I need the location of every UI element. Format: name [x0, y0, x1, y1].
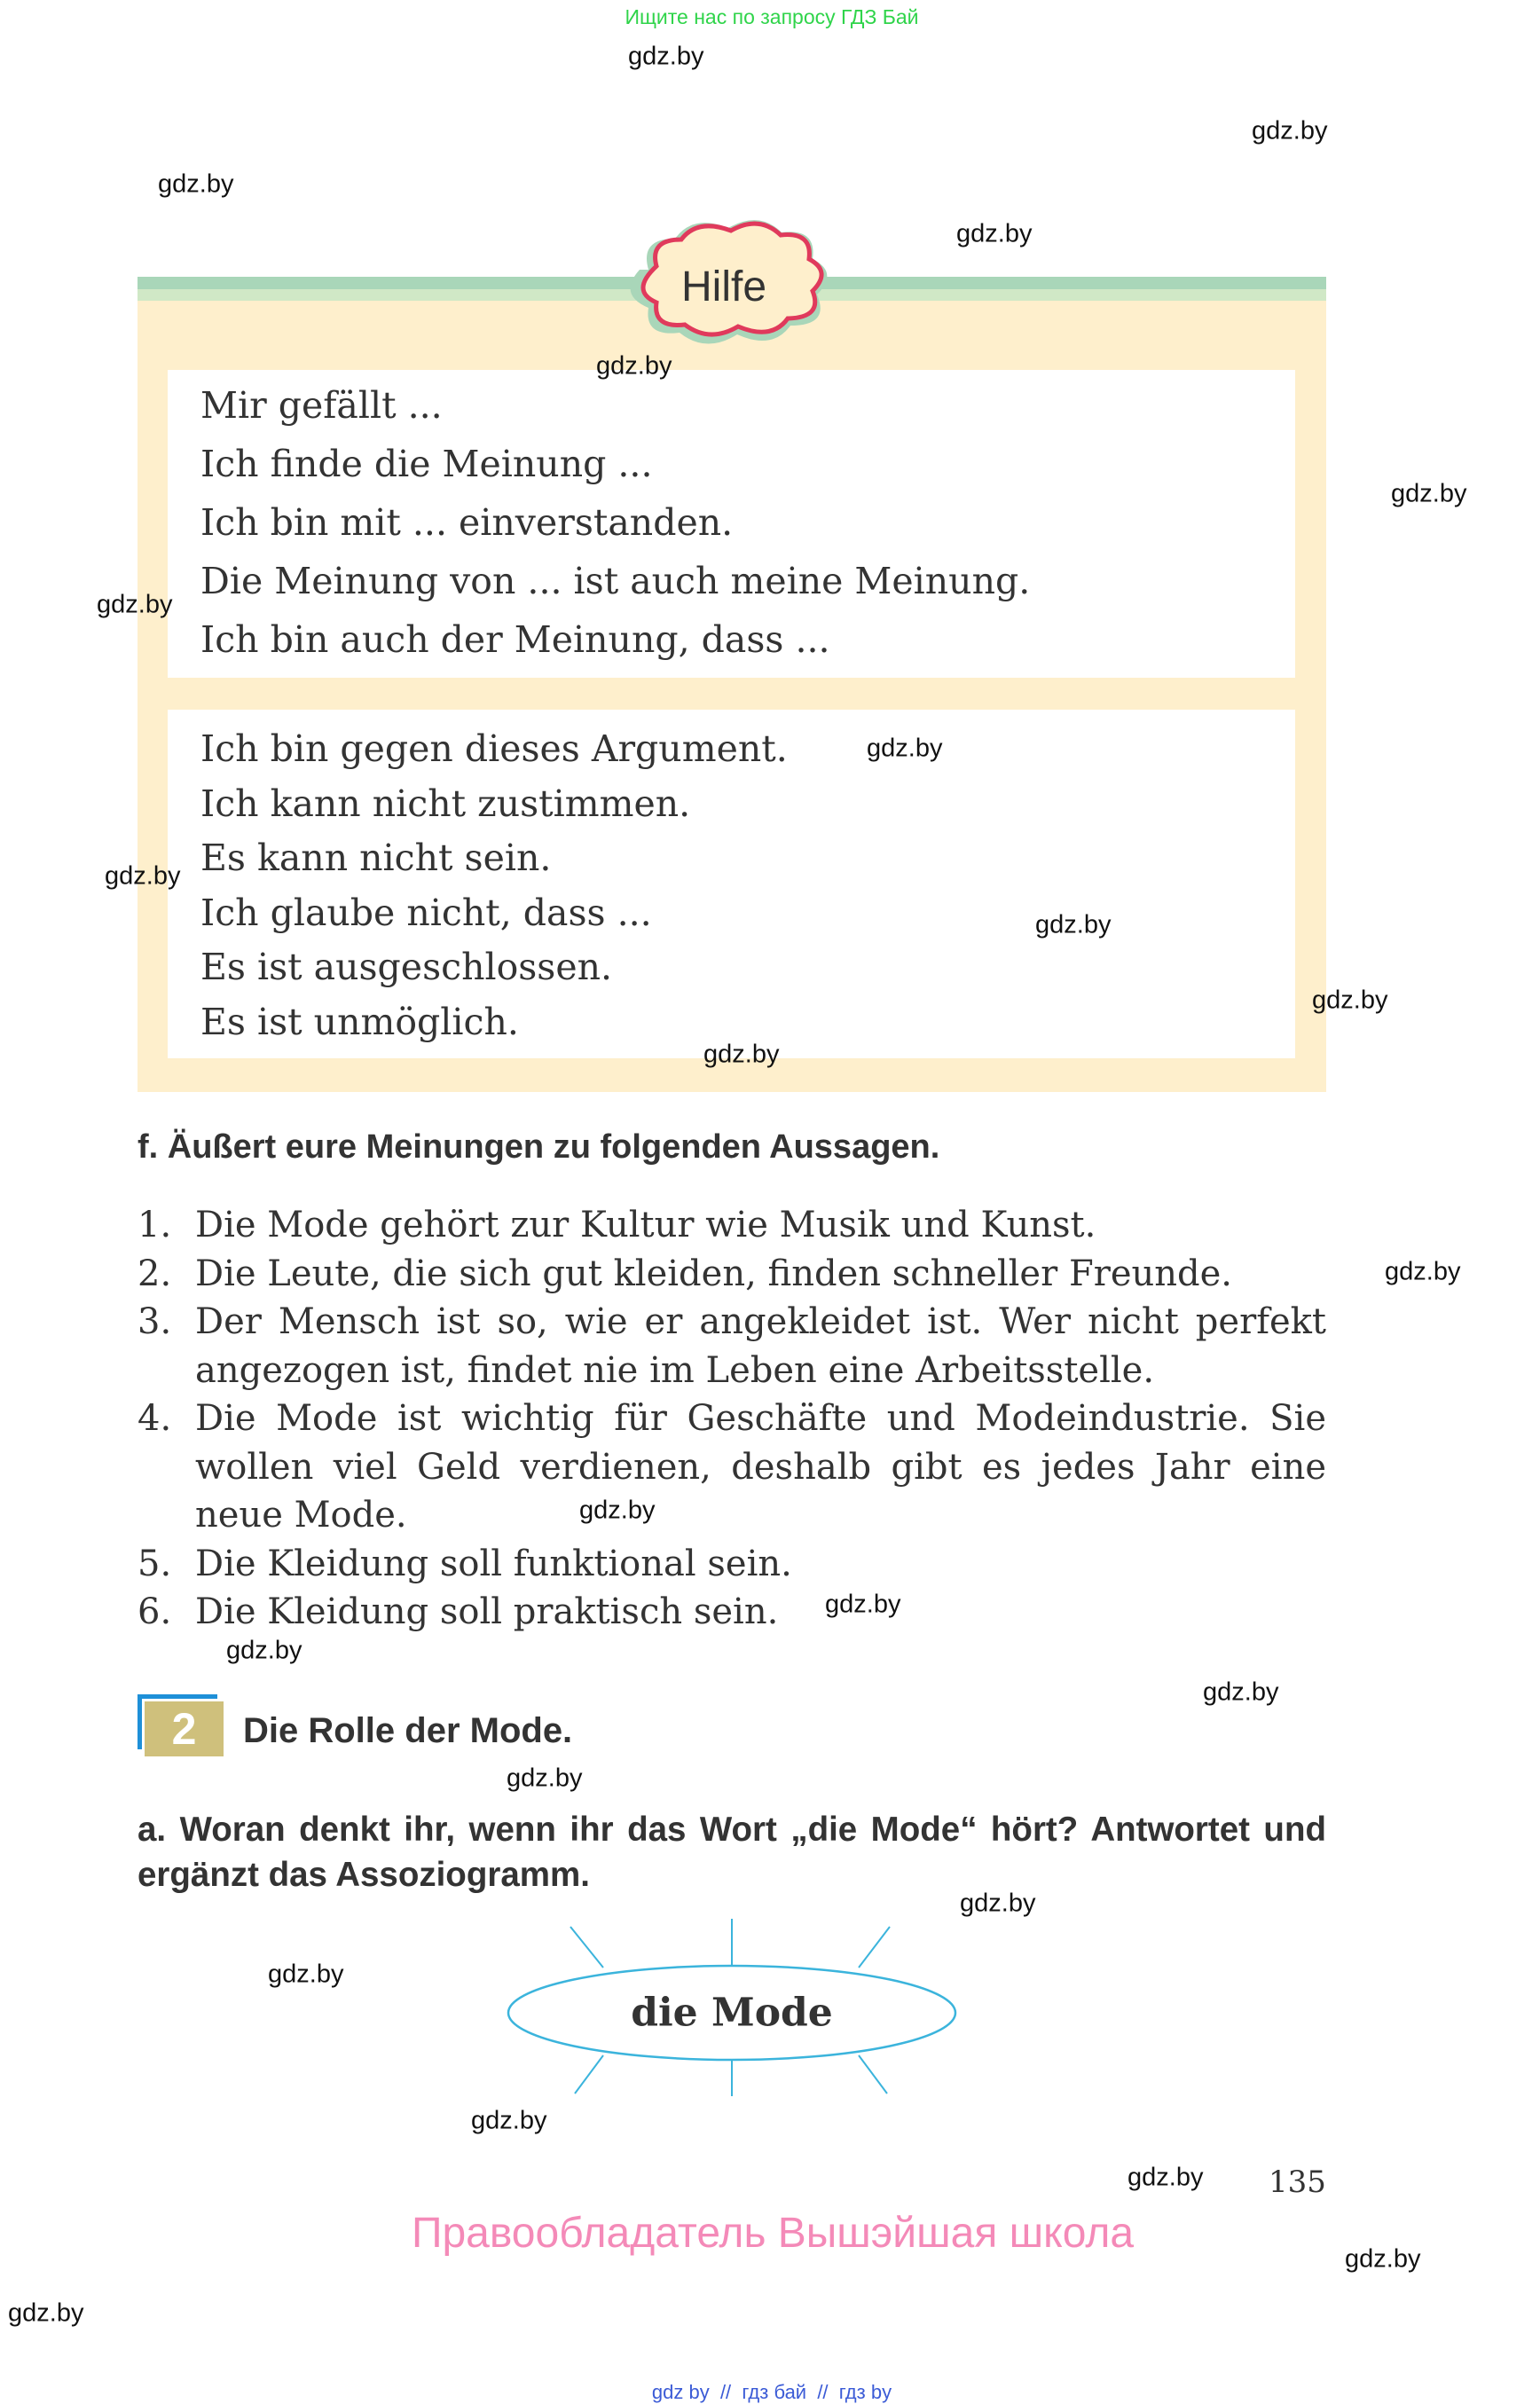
phrase: Es ist ausgeschlossen. — [200, 946, 613, 988]
watermark: gdz.by — [158, 169, 234, 199]
watermark: gdz.by — [703, 1040, 780, 1069]
footer-note: gdz by // гдз бай // гдз by — [651, 2381, 892, 2403]
watermark: gdz.by — [1128, 2163, 1204, 2192]
watermark: gdz.by — [226, 1636, 302, 1665]
section-title: Die Rolle der Mode. — [243, 1711, 573, 1750]
phrase: Es ist unmöglich. — [200, 1000, 519, 1043]
phrase: Ich bin auch der Meinung, dass ... — [200, 618, 830, 661]
diagram-ray — [859, 2055, 887, 2094]
watermark: gdz.by — [1312, 986, 1388, 1015]
watermark: gdz.by — [1035, 910, 1112, 939]
rights-holder: Правообладатель Вышэйшая школа — [411, 2210, 1135, 2257]
watermark: gdz.by — [1252, 116, 1328, 145]
watermark: gdz.by — [507, 1764, 583, 1793]
statement-list — [138, 1201, 1326, 1637]
hilfe-box-disagree — [168, 710, 1295, 1058]
phrase: Ich bin mit ... einverstanden. — [200, 501, 734, 544]
hilfe-title: Hilfe — [681, 263, 767, 310]
task-f-heading: f. Äußert eure Meinungen zu folgenden Aussagen. — [138, 1128, 940, 1166]
watermark: gdz.by — [8, 2298, 84, 2328]
diagram-center-label: die Mode — [631, 1990, 833, 2036]
watermark: gdz.by — [1391, 479, 1467, 508]
watermark: gdz.by — [825, 1590, 901, 1619]
list-item: 5. Die Kleidung soll funktional sein. — [138, 1543, 792, 1584]
list-item: 6. Die Kleidung soll praktisch sein. — [138, 1591, 779, 1632]
watermark: gdz.by — [628, 42, 704, 71]
phrase: Ich kann nicht zustimmen. — [200, 782, 691, 825]
list-item: 1. Die Mode gehört zur Kultur wie Musik und Kunst. — [138, 1205, 1096, 1245]
watermark: gdz.by — [1203, 1677, 1279, 1707]
list-item: 2. Die Leute, die sich gut kleiden, finden schneller Freunde. — [138, 1253, 1233, 1294]
header-note: Ищите нас по запросу ГДЗ Бай — [625, 5, 919, 28]
watermark: gdz.by — [105, 861, 181, 891]
phrase: Ich finde die Meinung ... — [200, 443, 653, 485]
watermark: gdz.by — [97, 590, 173, 619]
page-number: 135 — [1269, 2164, 1326, 2200]
list-item: 3. Der Mensch ist so, wie er angekleidet ist. Wer nicht perfekt angezogen ist, findet nie im Leben eine Arbeitsstelle. — [138, 1301, 1326, 1391]
diagram-ray — [575, 2055, 603, 2094]
watermark: gdz.by — [579, 1496, 656, 1525]
diagram-ray — [859, 1927, 890, 1968]
watermark: gdz.by — [596, 351, 672, 381]
watermark: gdz.by — [268, 1960, 344, 1989]
watermark: gdz.by — [471, 2106, 547, 2135]
phrase: Mir gefällt ... — [200, 384, 443, 427]
list-item: 4. Die Mode ist wichtig für Geschäfte und Modeindustrie. Sie wollen viel Geld verdienen, deshalb gibt es jedes Jahr eine neue Mode. — [138, 1398, 1326, 1536]
phrase: Ich bin gegen dieses Argument. — [200, 727, 788, 770]
phrase: Die Meinung von ... ist auch meine Meinung. — [200, 560, 1031, 602]
watermark: gdz.by — [1345, 2244, 1421, 2274]
watermark: gdz.by — [960, 1889, 1036, 1918]
phrase: Es kann nicht sein. — [200, 837, 552, 879]
task-a-text: a. Woran denkt ihr, wenn ihr das Wort „die Mode“ hört? Antwortet und ergänzt das Assoziogramm. — [138, 1811, 1326, 1894]
phrase: Ich glaube nicht, dass ... — [200, 891, 652, 934]
section-number-badge: 2 — [138, 1694, 224, 1756]
diagram-ray — [570, 1927, 603, 1968]
watermark: gdz.by — [1385, 1257, 1461, 1286]
watermark: gdz.by — [956, 219, 1033, 248]
hilfe-box-agree — [168, 370, 1295, 678]
watermark: gdz.by — [867, 734, 943, 763]
